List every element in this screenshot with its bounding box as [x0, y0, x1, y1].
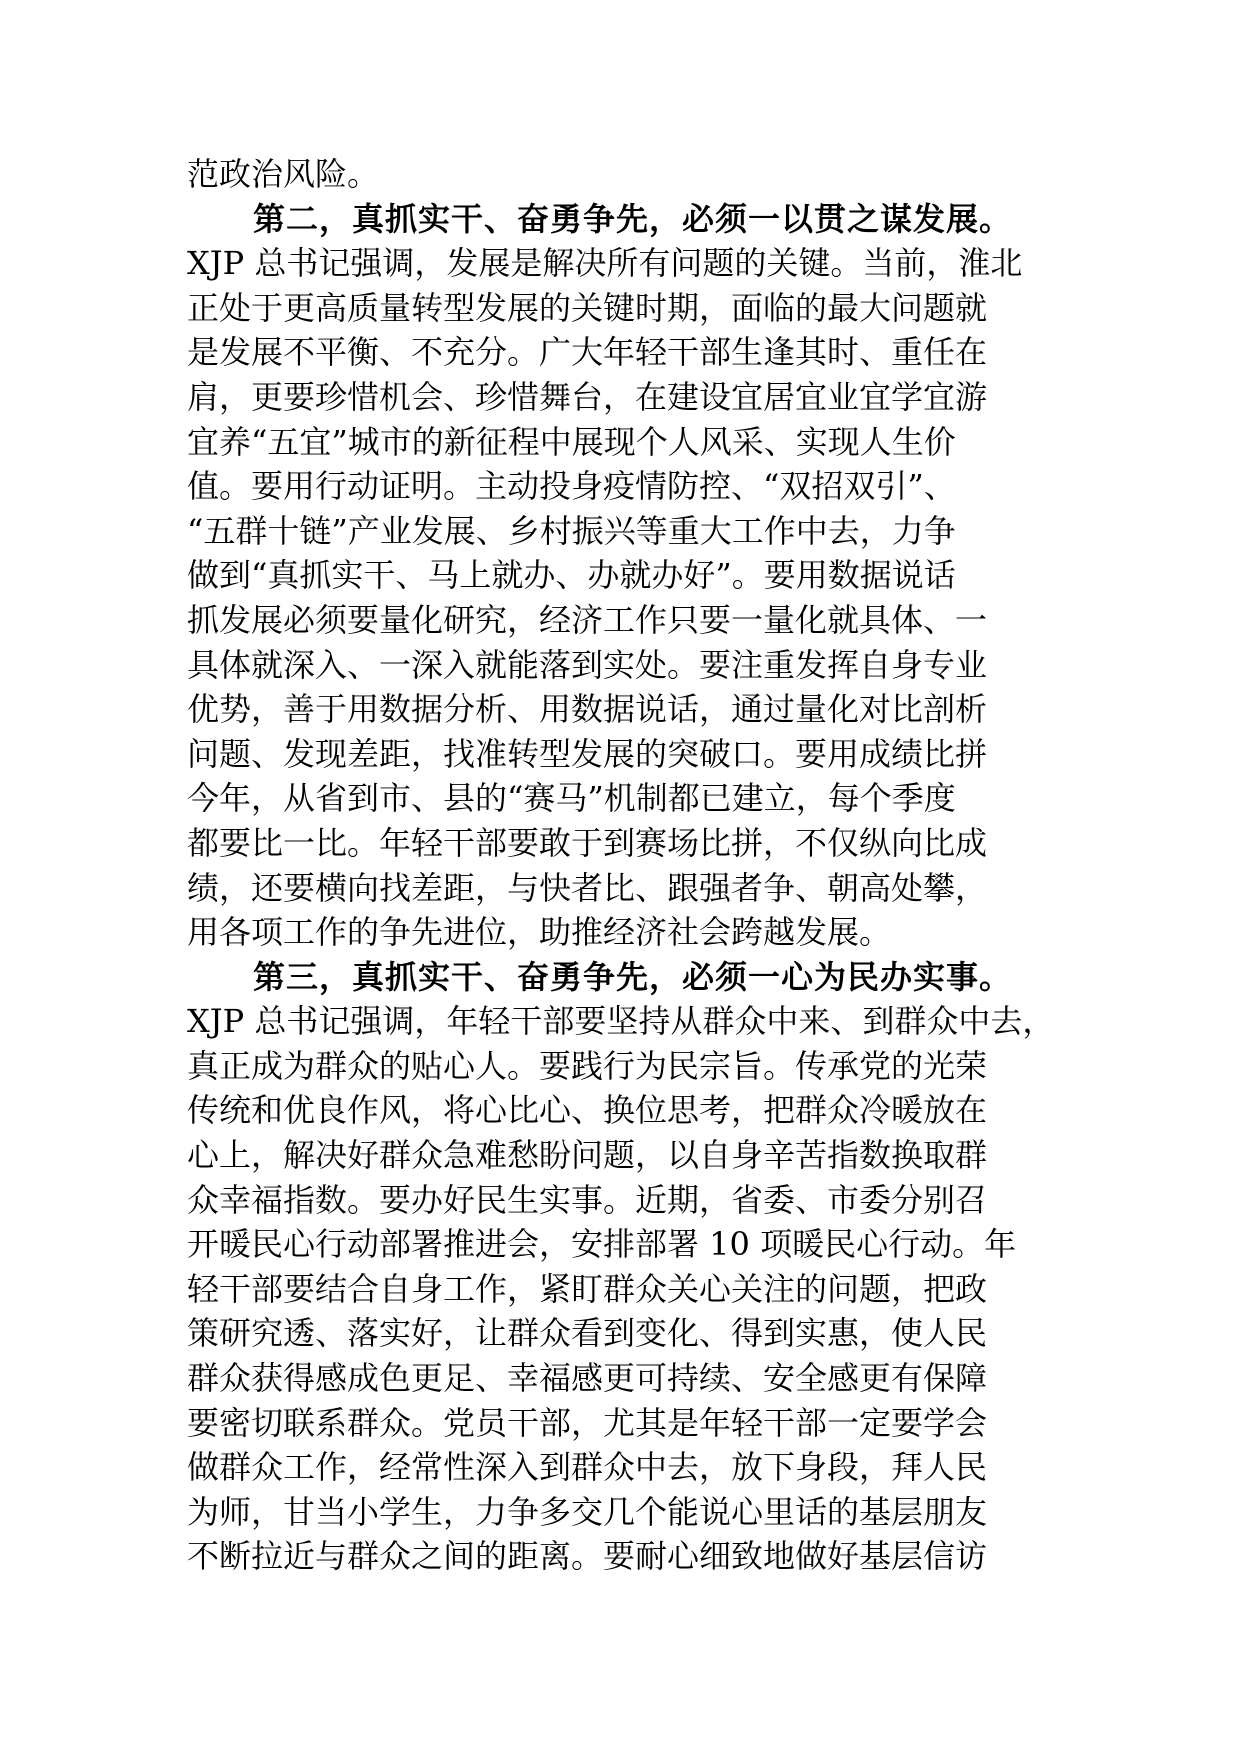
body-text-line: 策研究透、落实好，让群众看到变化、得到实惠，使人民 [187, 1314, 988, 1353]
body-text-line: 群众获得感成色更足、幸福感更可持续、安全感更有保障 [187, 1359, 988, 1398]
body-text-line: 心上，解决好群众急难愁盼问题，以自身辛苦指数换取群 [187, 1136, 988, 1175]
body-text-line: 范政治风险。 [187, 155, 380, 193]
body-text-line: 要密切联系群众。党员干部，尤其是年轻干部一定要学会 [187, 1403, 988, 1442]
body-text-line: 值。要用行动证明。主动投身疫情防控、“双招双引”、 [187, 467, 956, 506]
body-text-line: 优势，善于用数据分析、用数据说话，通过量化对比剖析 [187, 690, 988, 729]
body-text-line: 传统和优良作风，将心比心、换位思考，把群众冷暖放在 [187, 1091, 988, 1130]
body-text-line: 众幸福指数。要办好民生实事。近期，省委、市委分别召 [187, 1180, 988, 1219]
body-text-line: XJP 总书记强调，发展是解决所有问题的关键。当前，淮北 [187, 244, 1023, 283]
body-text-line: 都要比一比。年轻干部要敢于到赛场比拼，不仅纵向比成 [187, 823, 988, 862]
document-body [187, 152, 1087, 1579]
body-text-line: 宜养“五宜”城市的新征程中展现个人风采、实现人生价 [187, 422, 956, 461]
body-text-line: 用各项工作的争先进位，助推经济社会跨越发展。 [187, 913, 892, 952]
body-text-line: 做到“真抓实干、马上就办、办就办好”。要用数据说话 [187, 556, 956, 595]
body-text-line: 问题、发现差距，找准转型发展的突破口。要用成绩比拼 [187, 734, 988, 773]
body-text-line: 做群众工作，经常性深入到群众中去，放下身段，拜人民 [187, 1448, 988, 1487]
body-text-line: “五群十链”产业发展、乡村振兴等重大工作中去，力争 [187, 511, 956, 550]
body-text-line: 开暖民心行动部署推进会，安排部署 10 项暖民心行动。年 [187, 1225, 1017, 1264]
body-text-line: XJP 总书记强调，年轻干部要坚持从群众中来、到群众中去， [187, 1002, 1055, 1041]
section-heading-line: 第二，真抓实干、奋勇争先，必须一以贯之谋发展。 [253, 199, 1013, 238]
body-text-line: 肩，更要珍惜机会、珍惜舞台，在建设宜居宜业宜学宜游 [187, 377, 988, 416]
body-text-line: 正处于更高质量转型发展的关键时期，面临的最大问题就 [187, 288, 988, 327]
body-text-line: 真正成为群众的贴心人。要践行为民宗旨。传承党的光荣 [187, 1046, 988, 1085]
body-text-line: 抓发展必须要量化研究，经济工作只要一量化就具体、一 [187, 600, 988, 639]
body-text-line: 今年，从省到市、县的“赛马”机制都已建立，每个季度 [187, 779, 956, 818]
body-text-line: 具体就深入、一深入就能落到实处。要注重发挥自身专业 [187, 645, 988, 684]
body-text-line: 绩，还要横向找差距，与快者比、跟强者争、朝高处攀， [187, 868, 988, 907]
body-text-line: 是发展不平衡、不充分。广大年轻干部生逢其时、重任在 [187, 333, 988, 372]
body-text-line: 不断拉近与群众之间的距离。要耐心细致地做好基层信访 [187, 1537, 988, 1576]
section-heading-line: 第三，真抓实干、奋勇争先，必须一心为民办实事。 [253, 957, 1013, 996]
body-text-line: 轻干部要结合自身工作，紧盯群众关心关注的问题，把政 [187, 1269, 988, 1308]
body-text-line: 为师，甘当小学生，力争多交几个能说心里话的基层朋友 [187, 1492, 988, 1531]
